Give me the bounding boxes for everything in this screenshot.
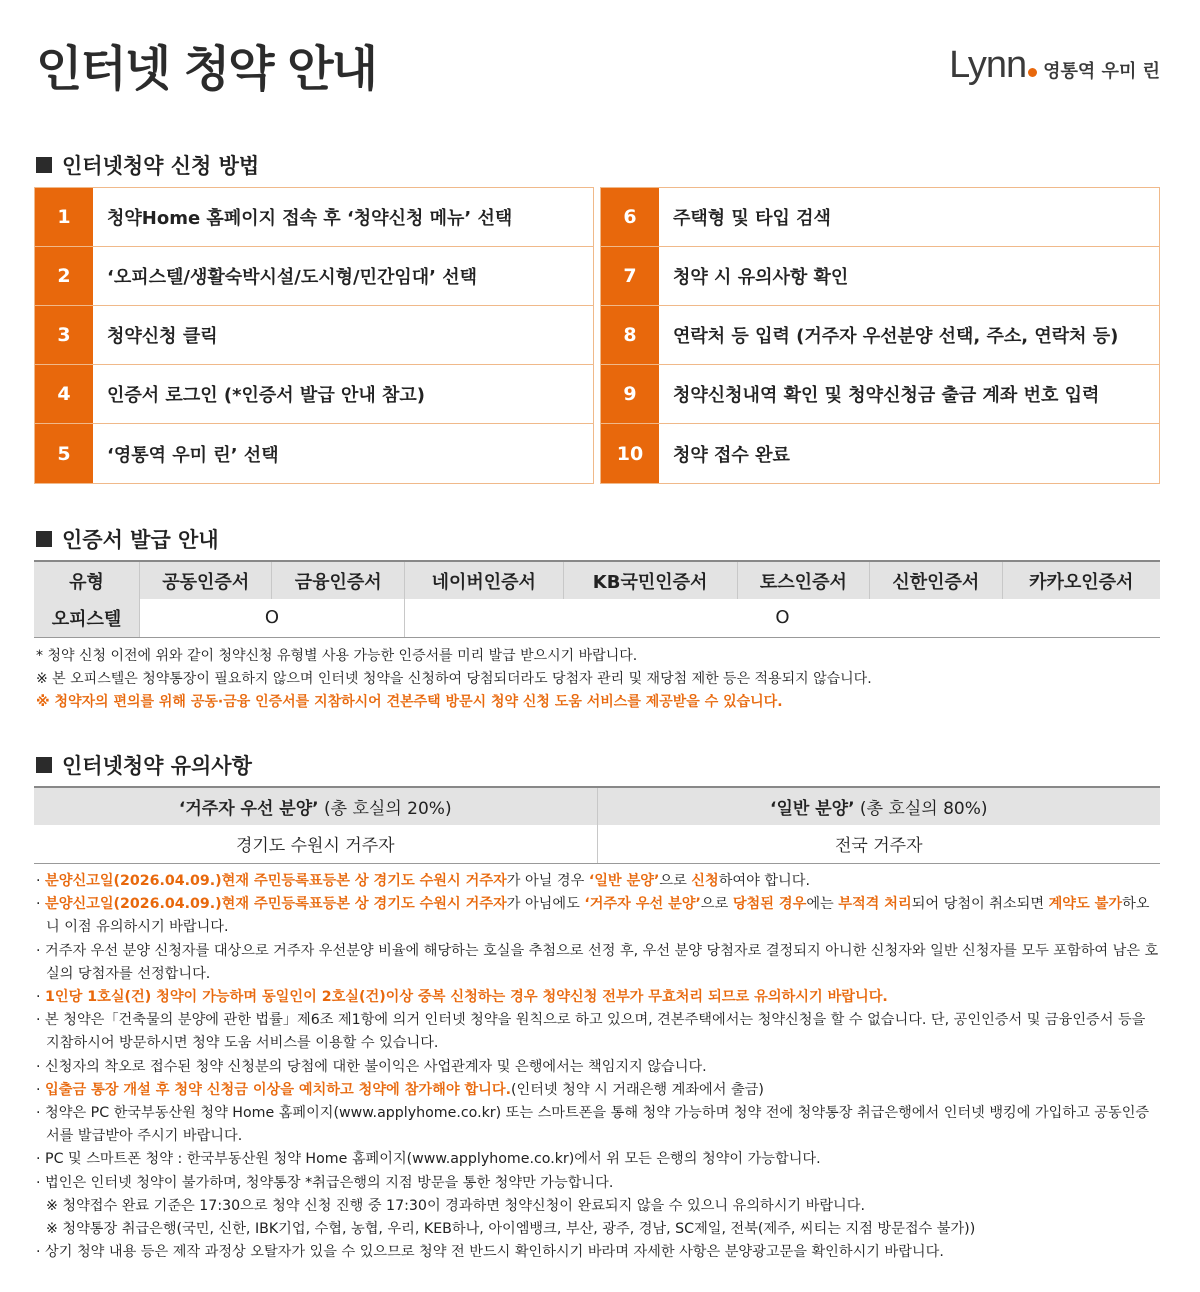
text: (인터넷 청약 시 거래은행 계좌에서 출금) <box>510 1081 764 1098</box>
priority-col-resident <box>34 787 597 825</box>
step-text: 청약 접수 완료 <box>673 444 790 466</box>
method-heading-text: 인터넷청약 신청 방법 <box>62 154 260 178</box>
cert-cell: O <box>404 599 1160 637</box>
bullet: · <box>36 1081 41 1098</box>
step-number: 5 <box>35 424 93 483</box>
list-item <box>36 986 1160 1009</box>
step-number: 4 <box>35 365 93 423</box>
step-row <box>601 306 1159 365</box>
square-bullet-icon <box>36 157 52 173</box>
cert-note: ※ 본 오피스텔은 청약통장이 필요하지 않으며 인터넷 청약을 신청하여 당첨되더라도 당첨자 관리 및 재당첨 제한 등은 적용되지 않습니다. <box>36 671 872 687</box>
cert-col-header: 토스인증서 <box>737 561 869 599</box>
priority-col-resident-ratio: (총 호실의 20%) <box>318 799 452 819</box>
text: 본 청약은「건축물의 분양에 관한 법률」제6조 제1항에 의거 인터넷 청약을 원칙으로 하고 있으며, 견본주택에서는 청약신청을 할 수 없습니다. 단, 공인인증서 및 금융인증서 등을 지참하시어 방문하시면 청약 도움 서비스를 이용할 수 있습니다. <box>45 1012 1146 1052</box>
list-subitem: ※ 청약접수 완료 기준은 17:30으로 청약 신청 진행 중 17:30이 경과하면 청약신청이 완료되지 않을 수 있으니 유의하시기 바랍니다. <box>46 1197 865 1214</box>
step-number: 7 <box>601 247 659 305</box>
bullet: · <box>36 989 41 1006</box>
text: 되어 당첨이 취소되면 <box>911 896 1049 913</box>
step-row <box>601 247 1159 306</box>
list-item <box>36 1009 1160 1055</box>
cert-table <box>34 560 1160 638</box>
text: 상기 청약 내용 등은 제작 과정상 오탈자가 있을 수 있으므로 청약 전 반드시 확인하시기 바라며 자세한 사항은 분양광고문을 확인하시기 바랍니다. <box>45 1244 944 1261</box>
step-row <box>35 365 593 424</box>
bullet: · <box>36 873 41 889</box>
cert-row-label: 오피스텔 <box>34 599 140 637</box>
step-number: 6 <box>601 188 659 246</box>
cert-col-header: 신한인증서 <box>870 561 1002 599</box>
bullet: · <box>36 1058 41 1075</box>
text: 법인은 인터넷 청약이 불가하며, 청약통장 *취급은행의 지점 방문을 통한 청약만 가능합니다. <box>45 1174 614 1191</box>
step-number: 10 <box>601 424 659 483</box>
step-row <box>601 424 1159 483</box>
logo-project-name: 영통역 우미 린 <box>1043 61 1160 82</box>
text: 거주자 우선 분양 신청자를 대상으로 거주자 우선분양 비율에 해당하는 호실을 추첨으로 선정 후, 우선 분양 당첨자로 결정되지 아니한 신청자와 일반 신청자를 모두 포함하여 남은 호실의 당첨자를 선정합니다. <box>45 942 1159 982</box>
caution-heading <box>36 750 252 780</box>
text-highlight: 입출금 통장 개설 후 청약 신청금 이상을 예치하고 청약에 참가해야 합니다. <box>45 1081 511 1098</box>
cert-col-header: KB국민인증서 <box>563 561 737 599</box>
step-text: 청약신청내역 확인 및 청약신청금 출금 계좌 번호 입력 <box>673 385 1100 406</box>
step-text: 연락처 등 입력 (거주자 우선분양 선택, 주소, 연락처 등) <box>673 326 1119 347</box>
priority-row <box>34 825 1160 863</box>
text: PC 및 스마트폰 청약 : 한국부동산원 청약 Home 홈페이지(www.applyhome.co.kr)에서 위 모든 은행의 청약이 가능합니다. <box>45 1151 821 1168</box>
step-row <box>35 424 593 483</box>
cert-heading <box>36 524 219 554</box>
priority-col-resident-title: ‘거주자 우선 분양’ <box>178 799 319 819</box>
bullet: · <box>36 1174 41 1191</box>
step-number: 2 <box>35 247 93 305</box>
list-item <box>36 1056 1160 1079</box>
caution-heading-text: 인터넷청약 유의사항 <box>62 754 252 778</box>
step-text: 청약신청 클릭 <box>107 326 218 347</box>
square-bullet-icon <box>36 757 52 773</box>
text: 신청자의 착오로 접수된 청약 신청분의 당첨에 대한 불이익은 사업관계자 및 은행에서는 책임지지 않습니다. <box>45 1058 707 1075</box>
cert-header-row <box>34 561 1160 599</box>
text-highlight: 분양신고일(2026.04.09.)현재 주민등록표등본 상 경기도 수원시 거주자 <box>45 896 507 913</box>
method-heading <box>36 150 259 180</box>
text: 가 아님에도 <box>506 896 585 913</box>
cert-col-header: 카카오인증서 <box>1002 561 1160 599</box>
step-number: 3 <box>35 306 93 364</box>
step-number: 8 <box>601 306 659 364</box>
list-item <box>36 1148 1160 1171</box>
step-number: 1 <box>35 188 93 246</box>
step-text: 주택형 및 타입 검색 <box>673 208 831 229</box>
cert-note-highlight: ※ 청약자의 편의를 위해 공동·금융 인증서를 지참하시어 견본주택 방문시 청약 신청 도움 서비스를 제공받을 수 있습니다. <box>36 694 783 710</box>
priority-col-general-ratio: (총 호실의 80%) <box>854 799 988 819</box>
bullet: · <box>36 1151 41 1168</box>
cert-col-header: 금융인증서 <box>272 561 404 599</box>
cert-col-header: 유형 <box>34 561 140 599</box>
text-highlight: ‘거주자 우선 분양’ <box>584 896 701 913</box>
bullet: · <box>36 942 41 959</box>
cert-note: * 청약 신청 이전에 위와 같이 청약신청 유형별 사용 가능한 인증서를 미리 발급 받으시기 바랍니다. <box>36 648 638 664</box>
priority-col-general-title: ‘일반 분양’ <box>770 799 855 819</box>
step-row <box>601 188 1159 247</box>
text: 청약은 PC 한국부동산원 청약 Home 홈페이지(www.applyhome.co.kr) 또는 스마트폰을 통해 청약 가능하며 청약 전에 청약통장 취급은행에서 인터넷 뱅킹에 가입하고 공동인증서를 발급받아 주시기 바랍니다. <box>45 1105 1150 1145</box>
list-subitem: ※ 청약통장 취급은행(국민, 신한, IBK기업, 수협, 농협, 우리, KEB하나, 아이엠뱅크, 부산, 광주, 경남, SC제일, 전북(제주, 씨티는 지점 방문접수 불가)) <box>46 1221 976 1238</box>
cert-col-header: 공동인증서 <box>140 561 272 599</box>
logo-wordmark: Lynn <box>949 44 1027 86</box>
text: 으로 <box>700 896 733 913</box>
text-highlight: 신청 <box>691 873 719 889</box>
caution-list <box>36 870 1160 1264</box>
step-row <box>35 247 593 306</box>
priority-col-general <box>597 787 1160 825</box>
text-highlight: 1인당 1호실(건) 청약이 가능하며 동일인이 2호실(건)이상 중복 신청하는 경우 청약신청 전부가 무효처리 되므로 유의하시기 바랍니다. <box>45 989 888 1006</box>
bullet: · <box>36 896 41 913</box>
text-highlight: 부적격 처리 <box>838 896 912 913</box>
priority-header-row <box>34 787 1160 825</box>
text: 에는 <box>806 896 839 913</box>
list-item <box>36 1241 1160 1264</box>
text: 하여야 합니다. <box>718 873 810 889</box>
list-item <box>36 1102 1160 1148</box>
cert-notes <box>36 645 872 714</box>
steps-right <box>600 187 1160 484</box>
step-row <box>35 306 593 365</box>
text-highlight: 당첨된 경우 <box>732 896 807 913</box>
text-highlight: ‘일반 분양’ <box>588 873 660 889</box>
step-number: 9 <box>601 365 659 423</box>
text: 가 아닐 경우 <box>506 873 589 889</box>
list-item <box>36 1079 1160 1102</box>
list-item <box>36 1172 1160 1195</box>
bullet: · <box>36 1105 41 1122</box>
brand-logo <box>949 44 1160 87</box>
cert-heading-text: 인증서 발급 안내 <box>62 528 219 552</box>
steps-left <box>34 187 594 484</box>
step-row <box>35 188 593 247</box>
logo-dot-icon <box>1028 68 1037 77</box>
priority-cell: 전국 거주자 <box>597 825 1160 863</box>
bullet: · <box>36 1244 41 1261</box>
bullet: · <box>36 1012 41 1029</box>
step-row <box>601 365 1159 424</box>
priority-table <box>34 786 1160 864</box>
priority-cell: 경기도 수원시 거주자 <box>34 825 597 863</box>
step-text: 청약 시 유의사항 확인 <box>673 267 849 288</box>
text: 으로 <box>659 873 692 889</box>
cert-row <box>34 599 1160 637</box>
step-text: ‘영통역 우미 린’ 선택 <box>107 444 279 466</box>
list-item <box>36 940 1160 986</box>
list-item <box>36 870 1160 893</box>
list-item <box>36 893 1160 939</box>
cert-col-header: 네이버인증서 <box>404 561 563 599</box>
text-highlight: 계약도 불가 <box>1048 896 1123 913</box>
page-title: 인터넷 청약 안내 <box>36 41 376 97</box>
cert-cell: O <box>140 599 405 637</box>
step-text: 청약Home 홈페이지 접속 후 ‘청약신청 메뉴’ 선택 <box>107 208 513 229</box>
step-text: ‘오피스텔/생활숙박시설/도시형/민간임대’ 선택 <box>107 267 478 288</box>
text: 하오니 이점 유의하시기 바랍니다. <box>46 896 1150 936</box>
square-bullet-icon <box>36 531 52 547</box>
step-text: 인증서 로그인 (*인증서 발급 안내 참고) <box>107 385 426 406</box>
text-highlight: 분양신고일(2026.04.09.)현재 주민등록표등본 상 경기도 수원시 거주자 <box>45 873 507 889</box>
